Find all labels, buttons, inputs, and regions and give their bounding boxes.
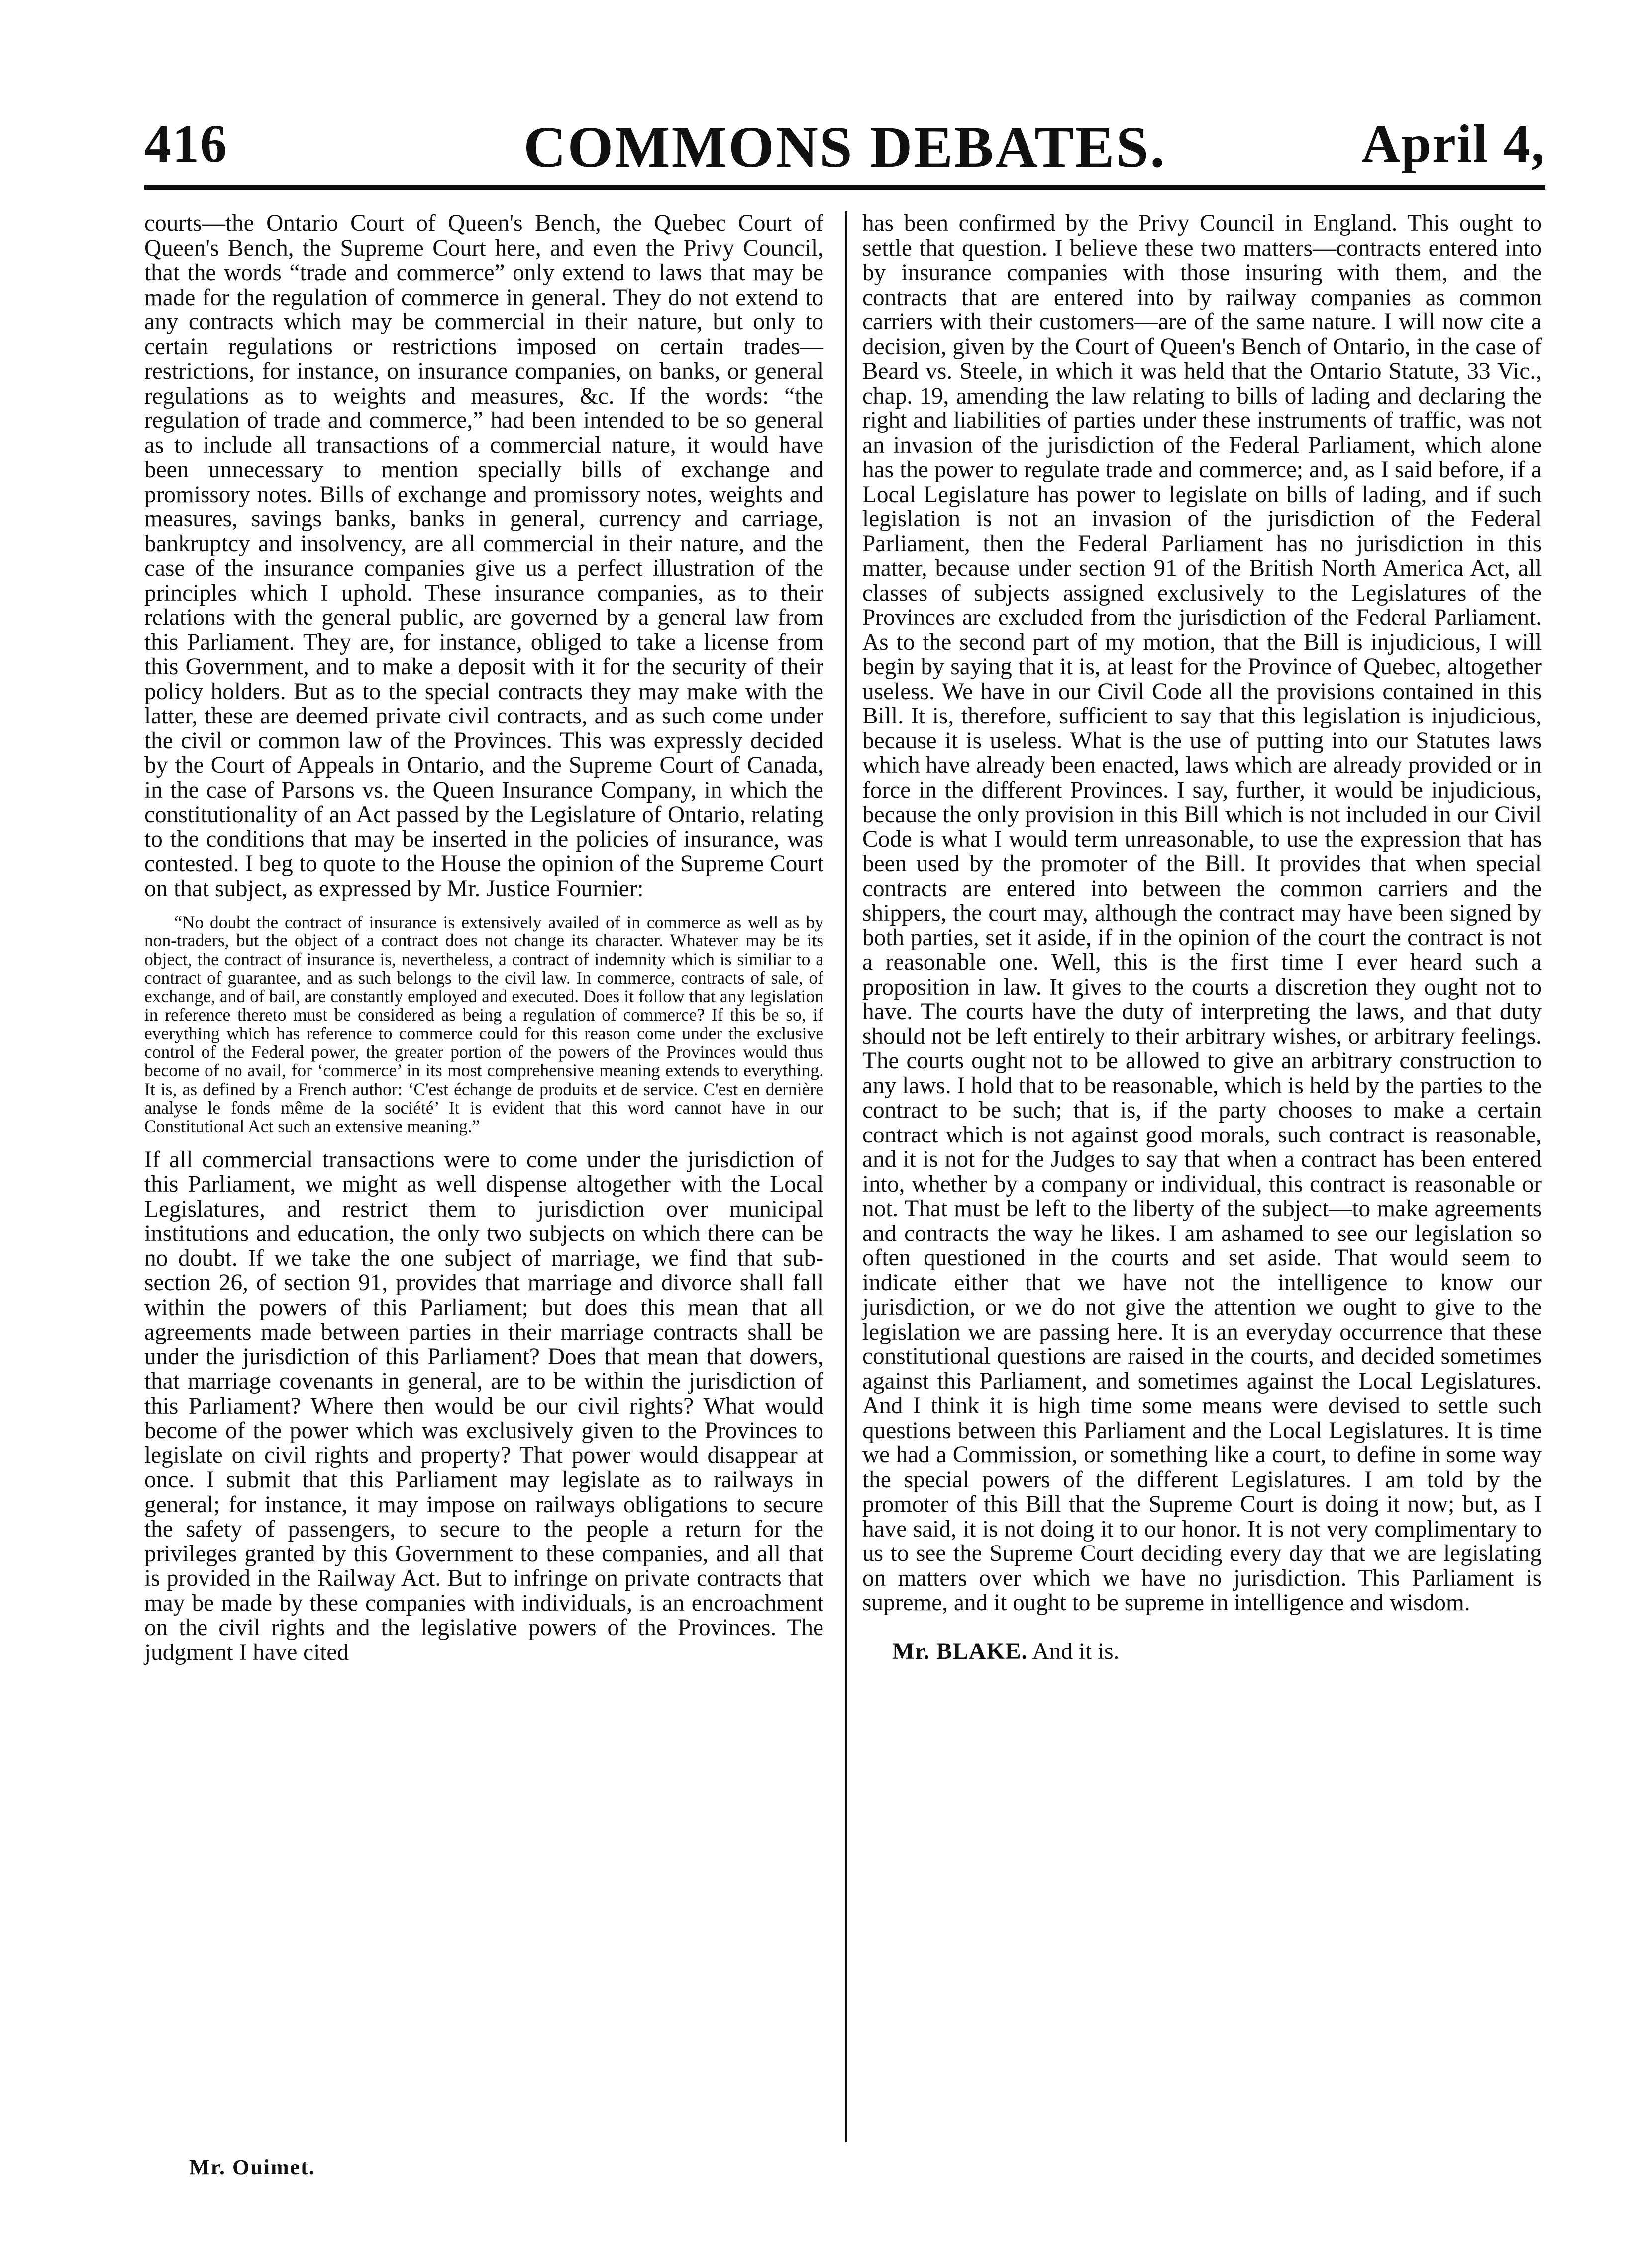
page-header bbox=[144, 113, 1545, 183]
page-number: 416 bbox=[144, 114, 228, 174]
speaker-name: Mr. BLAKE. bbox=[892, 1638, 1028, 1664]
right-paragraph-1: has been confirmed by the Privy Council in England. This ought to settle that question. I believe these two matters—contracts entered into by insurance companies with those insuring with them, and the contracts that are entered into by railway companies as common carriers with their customers—are of the same nature. I will now cite a decision, given by the Court of Queen's Bench of Ontario, in the case of Beard vs. Steele, in which it was held that the Ontario Statute, 33 Vic., chap. 19, amending the law relating to bills of lading and declaring the right and liabilities of parties under these instruments of traffic, was not an invasion of the jurisdiction of the Federal Parliament, which alone has the power to regulate trade and commerce; and, as I said before, if a Local Legislature has power to legislate on bills of lading, and if such legislation is not an invasion of the jurisdiction of the Federal Parliament, then the Federal Parliament has no jurisdiction in this matter, because under section 91 of the British North America Act, all classes of subjects assigned exclusively to the Legislatures of the Provinces are excluded from the jurisdiction of the Federal Parliament. As to the second part of my motion, that the Bill is injudicious, I will begin by saying that it is, at least for the Province of Quebec, altogether useless. We have in our Civil Code all the provisions contained in this Bill. It is, therefore, sufficient to say that this legislation is injudicious, because it is useless. What is the use of putting into our Statutes laws which have already been enacted, laws which are already provided or in force in the different Provinces. I say, further, it would be injudicious, because the only provision in this Bill which is not included in our Civil Code is what I would term unreasonable, to use the expression that has been used by the promoter of the Bill. It provides that when special contracts are entered into between the common carriers and the shippers, the court may, although the contract may have been signed by both parties, set it aside, if in the opinion of the court the contract is not a reasonable one. Well, this is the first time I ever heard such a proposition in law. It gives to the courts a discretion they ought not to have. The courts have the duty of interpreting the laws, and that duty should not be left entirely to their arbitrary wishes, or arbitrary feelings. The courts ought not to be allowed to give an arbitrary construction to any laws. I hold that to be reasonable, which is held by the parties to the contract to be such; that is, if the party chooses to make a certain contract which is not against good morals, such contract is reasonable, and it is not for the Judges to say that when a contract has been entered into, whether by a company or individual, this contract is reasonable or not. That must be left to the liberty of the subject—to make agreements and contracts the way he likes. I am ashamed to see our legislation so often questioned in the courts and set aside. That would seem to indicate either that we have not the intelligence to know our jurisdiction, or we do not give the attention we ought to give to the legislation we are passing here. It is an everyday occurrence that these constitutional questions are raised in the courts, and decided sometimes against this Parliament, and sometimes against the Local Legislatures. And I think it is high time some means were devised to settle such questions between this Parliament and the Local Legislatures. It is time we had a Commission, or something like a court, to define in some way the special powers of the different Legislatures. I am told by the promoter of this Bill that the Supreme Court is doing it now; but, as I have said, it is not doing it to our honor. It is not very complimentary to us to see the Supreme Court deciding every day that we are legislating on matters over which we have no jurisdiction. This Parliament is supreme, and it ought to be supreme in intelligence and wisdom. bbox=[862, 210, 1542, 1616]
header-date: April 4, bbox=[1361, 114, 1545, 174]
left-paragraph-1: courts—the Ontario Court of Queen's Bench, the Quebec Court of Queen's Bench, the Supreme Court here, and even the Privy Council, that the words “trade and commerce” only extend to laws that may be made for the regulation of commerce in general. They do not extend to any contracts which may be commercial in their nature, but only to certain regulations or restrictions imposed on certain trades—restrictions, for instance, on insurance companies, on banks, or general regulations as to weights and measures, &c. If the words: “the regulation of trade and commerce,” had been intended to be so general as to include all transactions of a commercial nature, it would have been unnecessary to mention specially bills of exchange and promissory notes. Bills of exchange and promissory notes, weights and measures, savings banks, banks in general, currency and carriage, bankruptcy and insolvency, are all commercial in their nature, and the case of the insurance companies give us a perfect illustration of the principles which I uphold. These insurance companies, as to their relations with the general public, are governed by a general law from this Parliament. They are, for instance, obliged to take a license from this Government, and to make a deposit with it for the security of their policy holders. But as to the special contracts they may make with the latter, these are deemed private civil contracts, and as such come under the civil or common law of the Provinces. This was expressly decided by the Court of Appeals in Ontario, and the Supreme Court of Canada, in the case of Parsons vs. the Queen Insurance Company, in which the constitutionality of an Act passed by the Legislature of Ontario, relating to the conditions that may be inserted in the policies of insurance, was contested. I beg to quote to the House the opinion of the Supreme Court on that subject, as expressed by Mr. Justice Fournier: bbox=[144, 210, 823, 902]
running-title: COMMONS DEBATES. bbox=[523, 114, 1166, 180]
right-column bbox=[862, 211, 1542, 1664]
footer-speaker-name: Mr. Ouimet. bbox=[189, 2155, 315, 2179]
speaker-text: And it is. bbox=[1032, 1638, 1120, 1664]
left-paragraph-2: If all commercial transactions were to come under the jurisdiction of this Parliament, we might as well dispense altogether with the Local Legislatures, and restrict them to jurisdiction over municipal institutions and education, the only two subjects on which there can be no doubt. If we take the one subject of marriage, we find that sub-section 26, of section 91, provides that marriage and divorce shall fall within the powers of this Parliament; but does this mean that all agreements made between parties in their marriage contracts shall be under the jurisdiction of this Parliament? Does that mean that dowers, that marriage covenants in general, are to be within the jurisdiction of this Parliament? Where then would be our civil rights? What would become of the power which was exclusively given to the Provinces to legislate on civil rights and property? That power would disappear at once. I submit that this Parliament may legislate as to railways in general; for instance, it may impose on railways obligations to secure the safety of passengers, to secure to the people a return for the privileges granted by this Government to these companies, and all that is provided in the Railway Act. But to infringe on private contracts that may be made by these companies with individuals, is an encroachment on the civil rights and the legislative powers of the Provinces. The judgment I have cited bbox=[144, 1146, 823, 1665]
speaker-line bbox=[862, 1640, 1542, 1664]
left-column bbox=[144, 211, 823, 1665]
column-divider bbox=[845, 211, 847, 2142]
header-rule bbox=[144, 185, 1545, 190]
block-quote: “No doubt the contract of insurance is extensively availed of in commerce as well as by non-traders, but the object of a contract does not change its character. Whatever may be its object, the contract of insurance is, nevertheless, a contract of indemnity which is similiar to a contract of guarantee, and as such belongs to the civil law. In commerce, contracts of sale, of exchange, and of bail, are constantly employed and executed. Does it follow that any legislation in reference thereto must be considered as being a regulation of commerce? If this be so, if everything which has reference to commerce could for this reason come under the exclusive control of the Federal power, the greater portion of the powers of the Provinces would thus become of no avail, for ‘commerce’ in its most comprehensive meaning extends to everything. It is, as defined by a French author: ‘C'est échange de produits et de service. C'est en dernière analyse le fonds même de la société’ It is evident that this word cannot have in our Constitutional Act such an extensive meaning.” bbox=[144, 912, 823, 1136]
